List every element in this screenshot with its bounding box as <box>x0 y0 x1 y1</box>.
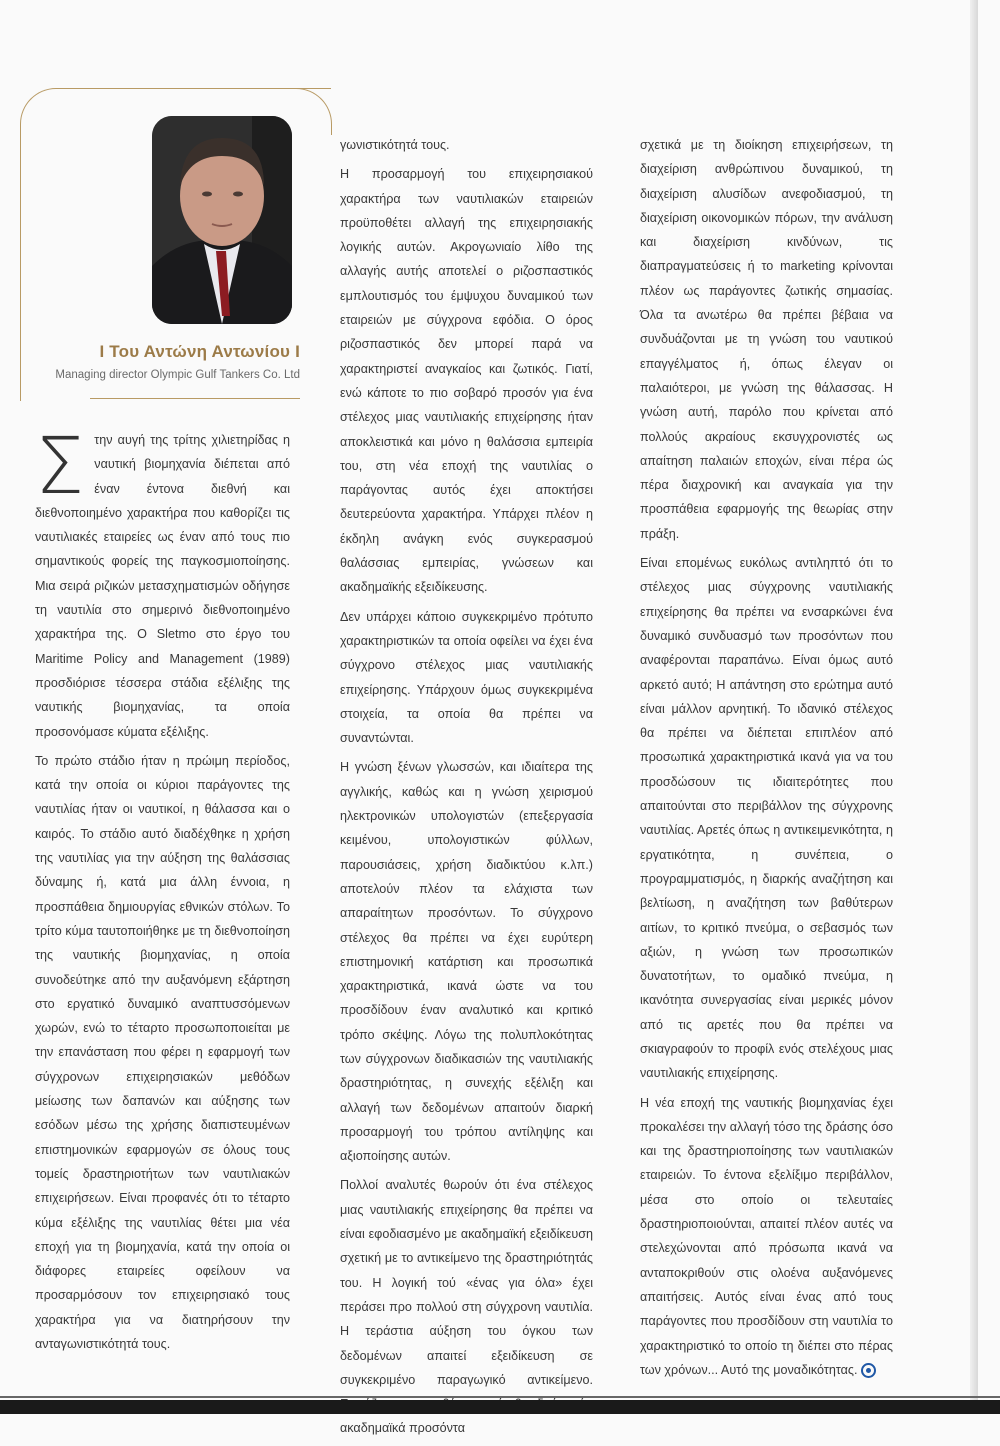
article-paragraph: Η γνώση ξένων γλωσσών, και ιδιαίτερα της αγγλικής, καθώς και η γνώση χειρισμού ηλεκτρονικών υπολογιστών (επεξεργασία κειμένου, υπολογιστικών φύλλων, παρουσιάσεις, χρήση διαδικτύου κ.λπ.) αποτελούν πλέον τα ελάχιστα των απαραίτητων προσόντων. Το σύγχρονο στέλεχος θα πρέπει να έχει ευρύτερη επιστημονική κατάρτιση και προσωπικά χαρακτηριστικά, ικανά ώστε να του προσδίδουν έναν αναλυτικό και κριτικό τρόπο σκέψης. Λόγω της πολυπλοκότητας των σύγχρονων διαδικασιών της ναυτιλιακής δραστηριότητας, η συνεχής εξέλιξη και αλλαγή των δεδομένων απαιτούν διαρκή προσαρμογή του τρόπου αντίληψης και αξιοποίησης αυτών. <box>340 760 593 1164</box>
article-column-2 <box>340 133 593 1446</box>
article-paragraph: Είναι επομένως ευκόλως αντιληπτό ότι το στέλεχος μιας σύγχρονης ναυτιλιακής επιχείρησης θα πρέπει να ενσαρκώνει ένα δυναμικό συνδυασμό των προσόντων που αναφέρονται παραπάνω. Είναι όμως αυτό αρκετό αυτό; Η απάντηση στο ερώτημα αυτό είναι μάλλον αρνητική. Το ιδανικό στέλεχος θα πρέπει να διέπεται επιπλέον από προσωπικά χαρακτηριστικά ικανά για να του προσδώσουν τις ιδιαιτερότητες που απαιτούνται στο περιβάλλον της σύγχρονης ναυτιλίας. Αρετές όπως η αντικειμενικότητα, η εργατικότητα, η συνέπεια, ο προγραμματισμός, η διαρκής αναζήτηση και βελτίωση, η αναζήτηση των βαθύτερων αιτίων, το κριτικό πνεύμα, ο σεβασμός των αξιών, η γνώση των προσωπικών δυνατοτήτων, το ομαδικό πνεύμα, η ικανότητα συνεργασίας είναι μερικές μόνον από τις αρετές που θα πρέπει να σκιαγραφούν το προφίλ ενός στελέχους μιας ναυτιλιακής επιχείρησης. <box>640 556 893 1081</box>
author-role: Managing director Olympic Gulf Tankers Co. Ltd <box>55 369 300 381</box>
article-paragraph <box>640 1091 893 1383</box>
article-paragraph: Δεν υπάρχει κάποιο συγκεκριμένο πρότυπο χαρακτηριστικών τα οποία οφείλει να έχει ένα σύγχρονο στέλεχος μιας ναυτιλιακής επιχείρησης. Υπάρχουν όμως συγκεκριμένα στοιχεία, τα οποία θα πρέπει να συναντώνται. <box>340 609 593 746</box>
article-paragraph: Πολλοί αναλυτές θωρούν ότι ένα στέλεχος μιας ναυτιλιακής επιχείρησης θα πρέπει να είναι εφοδιασμένο με ακαδημαϊκή εξειδίκευση σχετική με το αντικείμενο της δραστηριότητάς του. Η λογική τού «ένας για όλα» έχει περάσει προ πολλού στη σύγχρονη ναυτιλία. Η τεράστια αύξηση του όγκου των δεδομένων απαιτεί εξειδίκευση σε συγκεκριμένο παραγωγικό αντικείμενο. ακαδημαϊκά προσόντα <box>340 1178 593 1436</box>
target-end-icon <box>861 1363 876 1378</box>
article-column-1 <box>35 422 290 1361</box>
paragraph-text: Η νέα εποχή της ναυτικής βιομηχανίας έχει προκαλέσει την αλλαγή τόσο της δράσης όσο και της δραστηριοποίησης των ναυτιλιακών εταιρειών. Το έντονα εξελίξιμο περιβάλλον, μέσα στο οποίο οι τελευταίες δραστηριοποιούνται, απαιτεί πλέον αυτές να στελεχώνονται από πρόσωπα ικανά να ανταποκριθούν στις ολοένα αυξανόμενες απαιτήσεις. Αυτός είναι ένας από τους παράγοντες που προσδίδουν στη ναυτιλία το χαρακτηριστικό το οποίο τη διέπει στο πέρας των χρόνων... Αυτό της μοναδικότητας. <box>640 1095 893 1377</box>
article-column-3 <box>640 133 893 1387</box>
author-name: I Του Αντώνη Αντωνίου I <box>99 342 300 361</box>
bottom-rule <box>0 1396 1000 1398</box>
article-paragraph <box>35 422 290 744</box>
bottom-band <box>0 1400 1000 1414</box>
article-paragraph: γωνιστικότητά τους. <box>340 138 450 152</box>
drop-cap: Σ <box>35 422 85 512</box>
article-paragraph: σχετικά με τη διοίκηση επιχειρήσεων, τη διαχείριση ανθρώπινου δυναμικού, τη διαχείριση αλυσίδων ανεφοδιασμού, τη διαχείριση οικονομικών πόρων, την ανάλυση και διαχείριση κινδύνων, τις διαπραγματεύσεις ή το marketing κρίνονται πλέον ως παράγοντες ζωτικής σημασίας. Όλα τα ανωτέρω θα πρέπει βέβαια να συνδυάζονται με τη γνώση του ναυτικού επαγγέλματος ή, όπως έλεγαν οι παλαιότεροι, με γνώση της θάλασσας. Η γνώση αυτή, παρόλο που κρίνεται από πολλούς ακραίους εκσυγχρονιστές ως απαίτηση παλαιών εποχών, είναι πέρα ώς πέρα διαχρονική και αναγκαία για την προσπάθεια εφαρμογής της θεωρίας στην πράξη. <box>640 138 893 541</box>
author-name-text: Του Αντώνη Αντωνίου <box>109 342 291 361</box>
author-frame-bottom <box>90 398 300 399</box>
article-paragraph: Η προσαρμογή του επιχειρησιακού χαρακτήρα των ναυτιλιακών εταιρειών προϋποθέτει αλλαγή της επιχειρησιακής λογικής αυτών. Ακρογωνιαίο λίθο της αλλαγής αυτής αποτελεί ο ριζοσπαστικός εμπλουτισμός του έμψυχου δυναμικού των εταιρειών με σύγχρονα εφόδια. Ο όρος ριζοσπαστικός δεν μπορεί παρά να χαρακτηριστεί αναγκαίος και ζωτικός. Γιατί, ενώ κάποτε το πιο σοβαρό προσόν για ένα στέλεχος μιας ναυτιλιακής επιχείρησης ήταν αποκλειστικά και μόνο η θαλάσσια εμπειρία του, στη νέα εποχή της ναυτιλίας ο παράγοντας αυτός έχει αποκτήσει δευτερεύοντα χαρακτήρα. Υπάρχει πλέον η έκδηλη ανάγκη ενός συγκερασμού θαλάσσιας εμπειρίας, γνώσεων και ακαδημαϊκής εξειδίκευσης. <box>340 167 593 595</box>
paragraph-text: την αυγή της τρίτης χιλιετηρίδας η ναυτική βιομηχανία διέπεται από έναν έντονα διεθνή και διεθνοποιημένο χαρακτήρα που καθορίζει τις ναυτιλιακές εταιρείες ως έναν από τους πιο σημαντικούς φορείς της παγκοσμιοποίησης. Μια σειρά ριζικών μετασχηματισμών οδήγησε τη ναυτιλία στο σημερινό διεθνοποιημένο χαρακτήρα της. Ο Sletmo στο έργο του Maritime Policy and Management (1989) προσδιόρισε τέσσερα στάδια εξέλιξης της ναυτικής βιομηχανίας, τα οποία προσονόμασε κύματα εξέλιξης. <box>35 433 290 739</box>
author-photo <box>152 116 292 324</box>
article-paragraph: Το πρώτο στάδιο ήταν η πρώιμη περίοδος, κατά την οποία οι κύριοι παράγοντες της ναυτιλίας ήταν οι ναυτικοί, η θάλασσα και ο καιρός. Το στάδιο αυτό διαδέχθηκε η χρήση της ναυτιλίας για την αύξηση της θαλάσσιας δύναμης ή, κατά μια άλλη έννοια, η προσπάθεια δημιουργίας εθνικών στόλων. Το τρίτο κύμα ταυτοποιήθηκε με τη διεθνοποίηση της ναυτικής βιομηχανίας, η οποία συνοδεύτηκε από την αυξανόμενη εξάρτηση στο εργατικό δυναμικό αναπτυσσόμενων χωρών, ενώ το τέταρτο προσωποποιείται με την επανάσταση που φέρει η εφαρμογή των σύγχρονων επιχειρησιακών μεθόδων μείωσης των δαπανών και αύξησης των εσόδων μέσω της χρήσης διαπιστευμένων επιστημονικών εφαρμογών σε όλους τους τομείς δραστηριοτήτων των ναυτιλιακών επιχειρήσεων. Είναι προφανές ότι το τέταρτο κύμα εξέλιξης της ναυτιλίας θέτει μια νέα εποχή για τη βιομηχανία, κατά την οποία οι διάφορες εταιρείες οφείλουν να προσαρμόσουν τον επιχειρησιακό τους χαρακτήρα για να διατηρήσουν την ανταγωνιστικότητά τους. <box>35 753 290 1351</box>
portrait-image <box>152 116 292 324</box>
page-edge <box>970 0 978 1414</box>
author-frame-top <box>56 88 304 89</box>
